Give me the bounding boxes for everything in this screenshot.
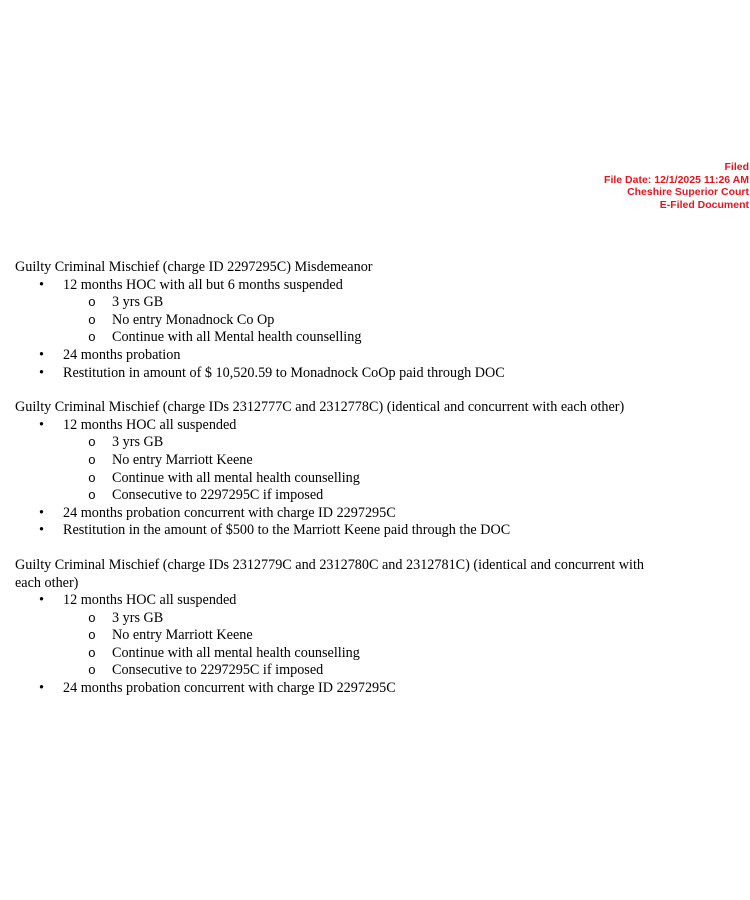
sentence-item: [15, 347, 655, 365]
sentence-list: [15, 417, 655, 540]
condition-list: [63, 434, 655, 504]
stamp-filed: Filed: [724, 161, 749, 173]
sentence-item: [15, 417, 655, 505]
sentence-item: [15, 365, 655, 383]
condition-item: o Consecutive to 2297295C if imposed: [63, 487, 655, 505]
condition-item: o Continue with all mental health counselling: [63, 470, 655, 488]
charge-section: [15, 557, 655, 698]
sentence-item: [15, 592, 655, 680]
sentence-item: [15, 680, 655, 698]
sentence-text: 24 months probation concurrent with charge ID 2297295C: [63, 504, 396, 521]
sentence-item: [15, 277, 655, 347]
condition-item: o Continue with all mental health counselling: [63, 645, 655, 663]
condition-item: o No entry Monadnock Co Op: [63, 312, 655, 330]
charge-section: [15, 399, 655, 540]
condition-item: o 3 yrs GB: [63, 610, 655, 628]
stamp-e-filed: E-Filed Document: [659, 198, 749, 211]
sentence-item: [15, 522, 655, 540]
sentence-list: [15, 592, 655, 698]
sentence-text: 12 months HOC all suspended: [63, 592, 237, 609]
charge-heading: Guilty Criminal Mischief (charge IDs 2312777C and 2312778C) (identical and concurrent with each other): [15, 399, 625, 416]
sentence-text: 12 months HOC all suspended: [63, 416, 237, 433]
condition-item: o No entry Marriott Keene: [63, 452, 655, 470]
condition-item: o 3 yrs GB: [63, 434, 655, 452]
sentence-text: 24 months probation: [63, 346, 181, 363]
condition-item: o 3 yrs GB: [63, 294, 655, 312]
sentence-item: [15, 505, 655, 523]
e-filed-stamp: [604, 161, 749, 211]
condition-item: o Continue with all Mental health counselling: [63, 329, 655, 347]
charge-heading: Guilty Criminal Mischief (charge IDs 2312779C and 2312780C and 2312781C) (identical and concurrent with each other): [15, 556, 644, 591]
condition-list: [63, 610, 655, 680]
charge-heading: Guilty Criminal Mischief (charge ID 2297295C) Misdemeanor: [15, 259, 373, 275]
sentence-text: Restitution in the amount of $500 to the Marriott Keene paid through the DOC: [63, 522, 511, 539]
sentencing-document: [15, 259, 655, 715]
charge-section: [15, 259, 655, 382]
sentence-list: [15, 277, 655, 383]
stamp-file-date: File Date: 12/1/2025 11:26 AM: [604, 173, 749, 186]
sentence-text: Restitution in amount of $ 10,520.59 to Monadnock CoOp paid through DOC: [63, 364, 505, 381]
sentence-text: 12 months HOC with all but 6 months suspended: [63, 276, 343, 293]
condition-list: [63, 294, 655, 347]
sentence-text: 24 months probation concurrent with charge ID 2297295C: [63, 680, 396, 697]
condition-item: o No entry Marriott Keene: [63, 627, 655, 645]
condition-item: o Consecutive to 2297295C if imposed: [63, 662, 655, 680]
stamp-court: Cheshire Superior Court: [627, 186, 749, 199]
